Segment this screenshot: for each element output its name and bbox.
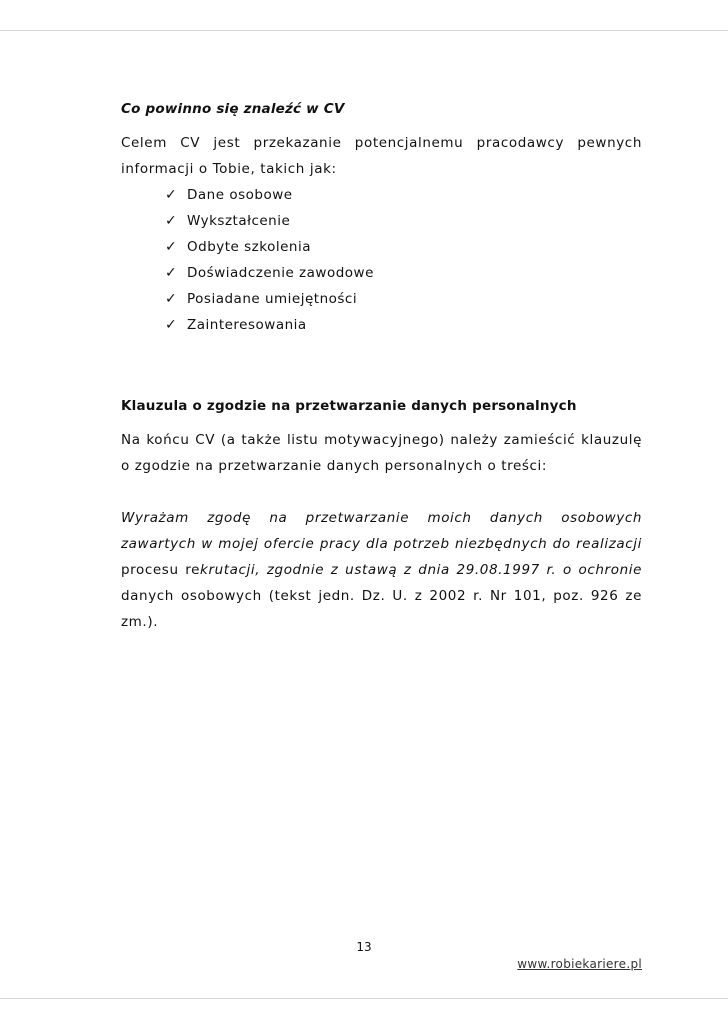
- checkmark-icon: ✓: [165, 213, 178, 229]
- section-heading-cv-contents: Co powinno się znaleźć w CV: [121, 101, 345, 117]
- clause-intro-line-2: o zgodzie na przetwarzanie danych personalnych o treści:: [121, 458, 548, 474]
- checkmark-icon: ✓: [165, 265, 178, 281]
- list-item: ✓ Posiadane umiejętności: [165, 286, 642, 312]
- checkmark-icon: ✓: [165, 239, 178, 255]
- clause-text-line-1: Wyrażam zgodę na przetwarzanie moich danych osobowych: [121, 510, 642, 526]
- list-item: ✓ Doświadczenie zawodowe: [165, 260, 642, 286]
- clause-text-line-5: zm.).: [121, 614, 159, 630]
- clause-intro-line-1: Na końcu CV (a także listu motywacyjnego) należy zamieścić klauzulę: [121, 432, 642, 448]
- page-top-border: [0, 30, 728, 31]
- cv-intro-line-1: Celem CV jest przekazanie potencjalnemu pracodawcy pewnych: [121, 135, 642, 151]
- checkmark-icon: ✓: [165, 187, 178, 203]
- list-item: ✓ Wykształcenie: [165, 208, 642, 234]
- cv-contents-checklist: [121, 182, 642, 338]
- clause-text-line-2: zawartych w mojej ofercie pracy dla potrzeb niezbędnych do realizacji: [121, 536, 642, 552]
- list-item: ✓ Odbyte szkolenia: [165, 234, 642, 260]
- clause-text-line-4: danych osobowych (tekst jedn. Dz. U. z 2002 r. Nr 101, poz. 926 ze: [121, 588, 642, 604]
- checkmark-icon: ✓: [165, 291, 178, 307]
- document-page: [121, 96, 642, 635]
- clause-text-line-3: procesu rekrutacji, zgodnie z ustawą z dnia 29.08.1997 r. o ochronie: [121, 562, 642, 578]
- list-item: ✓ Dane osobowe: [165, 182, 642, 208]
- website-link[interactable]: www.robiekariere.pl: [517, 957, 642, 971]
- section-heading-consent-clause: Klauzula o zgodzie na przetwarzanie danych personalnych: [121, 398, 577, 414]
- checkmark-icon: ✓: [165, 317, 178, 333]
- cv-intro-line-2: informacji o Tobie, takich jak:: [121, 161, 337, 177]
- page-number: 13: [356, 940, 372, 954]
- page-bottom-border: [0, 998, 728, 999]
- list-item: ✓ Zainteresowania: [165, 312, 642, 338]
